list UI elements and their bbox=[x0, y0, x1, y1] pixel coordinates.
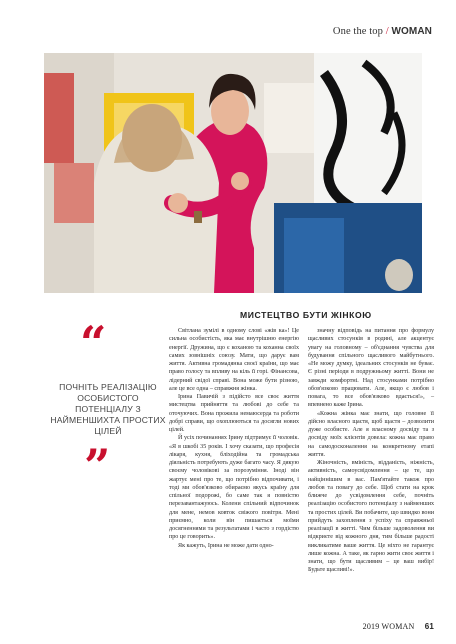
paragraph: Й усіх починаннях Ірину підтримує її чоловік. «Я в шкобі 35 років. І хочу сказати, що професія лікаря, кухня, бліходійна та громадська діяльність потребують дуже багато часу. Я дякую своєму чоловікові за порозуміння. Іноді він жартує мені про те, що потрібно відпочивати, і тоді ми обов'язково обираємо якусь країну для спільної подорожі, бо саме так я повністю перезавантажуюсь. Колени спільний відпочинок для мене, немов ковток свіжого повітря. Мені приємно, коли він пишається моїми досягненнями та результатами і часто з гордістю про це говорить». bbox=[169, 435, 299, 541]
paragraph: Ірина Павичій з підійсто все своє життя мистецтва прийняття та любові до себе та оточуючих. Вона прожила немаюсерда та роботи добрі справи, що охоплюються та досягли нових цілей. bbox=[169, 394, 299, 433]
article-column-1 bbox=[169, 327, 299, 550]
section-name: One the top bbox=[332, 26, 383, 37]
article-photo bbox=[44, 53, 422, 293]
close-quote-mark: ” bbox=[84, 439, 111, 493]
running-header bbox=[333, 26, 432, 37]
page-number: 61 bbox=[424, 622, 434, 631]
paragraph: Як кажуть, Ірина не може дати одно- bbox=[178, 542, 274, 549]
paragraph: Жіночність, вміність, відданість, ніжність, активність, самоусвідомлення – це те, що найціннішим в вас. Пам'ятайте також про любов та повагу до себе. Щоб стати на крок ближче до усвідомлення себе, почніть реалізацію особистого потенціалу з найменших та простих цілей. Ви побачите, що швидко вони прийдуть захоплення з успіху та справжньої реалізації в житті. Чим більше задоволення ви відкриєте від кожного дня, тим більше радості викликатиме ваше життя. Це ніхто не гарантує лише кожна. А таке, як гарно жити своє життя і знати, що бути щасливим – це ваш вибір! Будьте щасливі!». bbox=[308, 460, 434, 574]
open-quote-mark: “ bbox=[80, 316, 107, 370]
page-footer bbox=[363, 622, 434, 631]
issue-label: 2019 WOMAN bbox=[362, 622, 415, 631]
header-separator: / bbox=[385, 26, 389, 37]
paragraph: «Кожна жінка має знати, що головне її дійсно власного щастя, щоб щастя – дозволити дуже особисте. Але я власному досвіду та з досвіду моїх клієнтів довела: кожна має право на самодосконалення на конкретному етапі життя. bbox=[308, 410, 434, 458]
article-column-2 bbox=[308, 327, 434, 575]
paragraph: значну відповідь на питання про формулу щасливих стосунків в родині, але акцентує увагу на головному – об'єднання чувства для будування спільного щасливого майбутнього. «Не можу думку, ідеальних стосунків не буває. Є різні періоди в подружньому житті. Вони не завжди комфортні. Над стосунками потрібно обов'язково працювати. Але, якщо є любов і повага, то все обов'язково вдається!», – впевнено каже Ірина. bbox=[308, 328, 434, 409]
magazine-name: WOMAN bbox=[391, 26, 432, 37]
paragraph: Світлана зумілі в одному слові «жів ка»! Це сильна особистість, яка має внутрішню енергію енергії. Дружина, що є коханою та коханна своїх самих зовнішніх союзу. Мати, що дарує вам життя. Активна громадянка своєї країни, що має право голосу та впливу на кіль її горі. Фінансова, лідерний свідої справі. Вона може бути різною, але це все одна – справжня жінка. bbox=[169, 328, 299, 392]
article-title: МИСТЕЦТВО БУТИ ЖІНКОЮ bbox=[240, 310, 372, 320]
pull-quote: ПОЧНІТЬ РЕАЛІЗАЦІЮ ОСОБИСТОГО ПОТЕНЦІАЛУ З НАЙМЕНШИХТА ПРОСТИХ ЦІЛЕЙ bbox=[50, 382, 166, 436]
